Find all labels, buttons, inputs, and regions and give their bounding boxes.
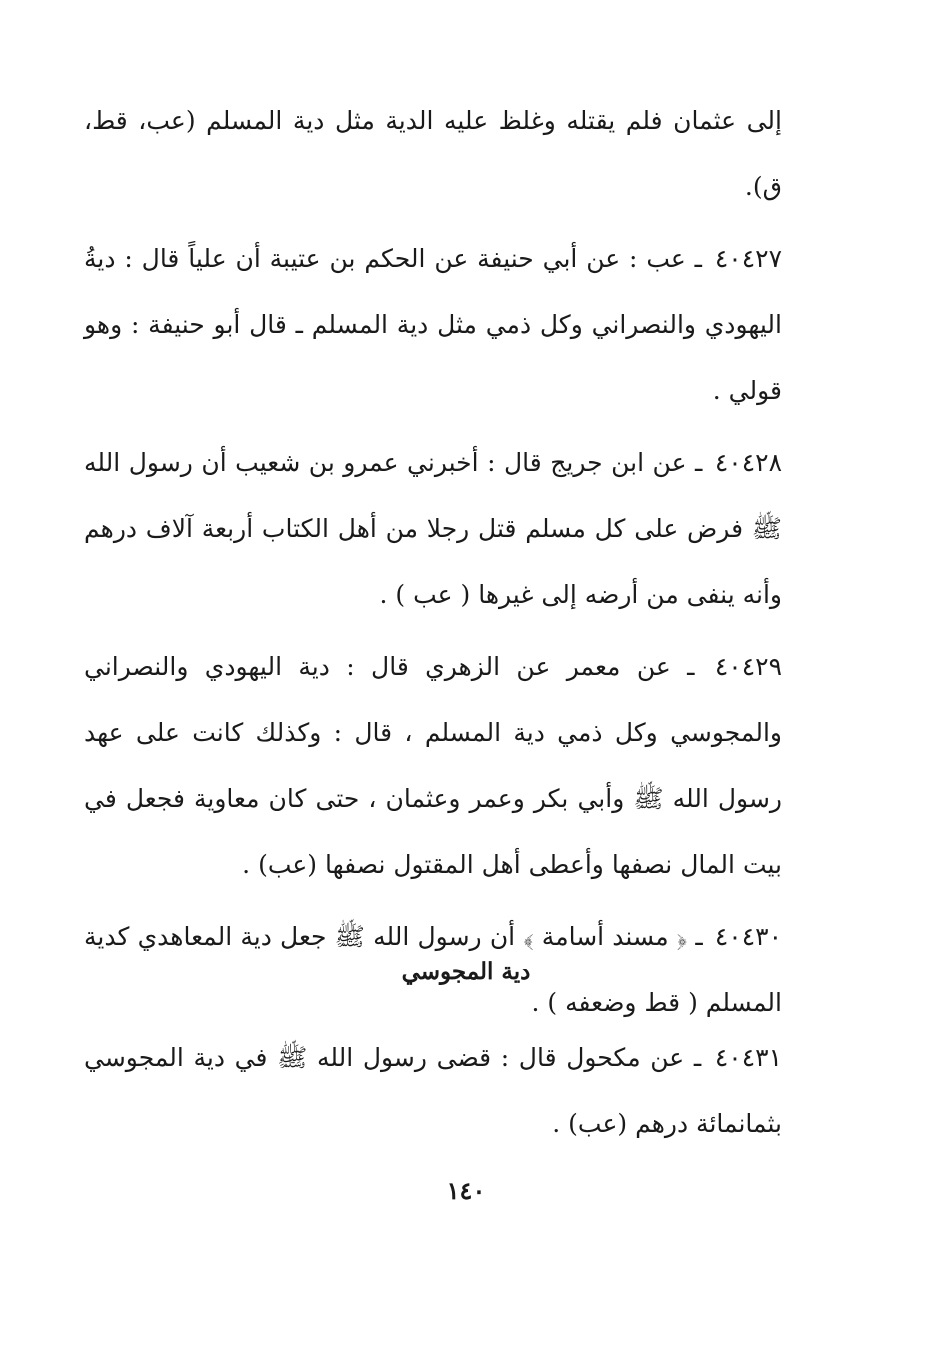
paragraph-text: ـ عن ابن جريج قال : أخبرني عمرو بن شعيب أن رسول الله ﷺ فرض على كل مسلم قتل رجلا من أهل الكتاب أربعة آلاف درهم وأنه ينفى من أرضه إلى غيرها ( عب ) . — [84, 448, 782, 609]
paragraph-text: ـ عن مكحول قال : قضى رسول الله ﷺ في دية المجوسي بثمانمائة درهم (عب) . — [84, 1043, 782, 1138]
paragraph-text: ـ عب : عن أبي حنيفة عن الحكم بن عتيبة أن علياً قال : ديةُ اليهودي والنصراني وكل ذمي مثل دية المسلم ـ قال أبو حنيفة : وهو قولي . — [84, 244, 782, 405]
paragraph-continuation — [84, 88, 782, 220]
hadith-number: ٤٠٤٢٨ — [714, 448, 782, 477]
paragraph-text: إلى عثمان فلم يقتله وغلظ عليه الدية مثل دية المسلم (عب، قط، ق). — [84, 106, 782, 201]
hadith-number: ٤٠٤٣١ — [714, 1043, 782, 1072]
section-heading: دية المجوسي — [401, 958, 531, 985]
text-body-top — [84, 88, 782, 1036]
paragraph-40428 — [84, 430, 782, 628]
page-number: ١٤٠ — [446, 1176, 486, 1205]
text-body-bottom — [84, 1025, 782, 1157]
hadith-number: ٤٠٤٢٧ — [714, 244, 782, 273]
paragraph-40431 — [84, 1025, 782, 1157]
paragraph-text: ـ ﴿ مسند أسامة ﴾ أن رسول الله ﷺ جعل دية المعاهدي كدية المسلم ( قط وضعفه ) . — [84, 922, 782, 1017]
paragraph-text: ـ عن معمر عن الزهري قال : دية اليهودي والنصراني والمجوسي وكل ذمي دية المسلم ، قال : وكذلك كانت على عهد رسول الله ﷺ وأبي بكر وعمر وعثمان ، حتى كان معاوية فجعل في بيت المال نصفها وأعطى أهل المقتول نصفها (عب) . — [84, 652, 782, 879]
paragraph-40427 — [84, 226, 782, 424]
hadith-number: ٤٠٤٢٩ — [714, 652, 782, 681]
hadith-number: ٤٠٤٣٠ — [714, 922, 782, 951]
paragraph-40429 — [84, 634, 782, 898]
